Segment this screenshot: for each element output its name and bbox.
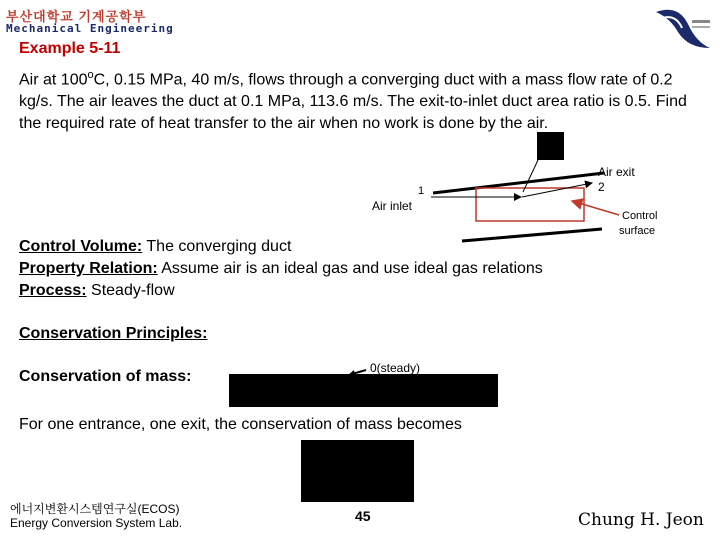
- conservation-principles-label: Conservation Principles:: [19, 325, 208, 342]
- process-label: Process:: [19, 282, 87, 299]
- exit-label: Air exit: [598, 165, 635, 179]
- exit-number: 2: [598, 180, 605, 194]
- pointer-line: [523, 160, 538, 192]
- property-relation-label: Property Relation:: [19, 260, 158, 277]
- control-surface-box: [476, 188, 584, 221]
- inlet-label: Air inlet: [372, 199, 413, 213]
- property-relation-line: [19, 260, 543, 278]
- page-number: 45: [355, 508, 371, 524]
- lab-name-english: Energy Conversion System Lab.: [10, 516, 183, 530]
- problem-text-pre: Air at 100: [19, 71, 88, 89]
- duct-upper-wall: [433, 173, 604, 193]
- control-surface-label-1: Control: [622, 210, 658, 222]
- department-name: Mechanical Engineering: [6, 22, 174, 35]
- degree-superscript: o: [87, 69, 94, 81]
- control-surface-label-2: surface: [619, 225, 656, 237]
- steady-arrow-icon: [340, 362, 370, 382]
- control-volume-text: The converging duct: [142, 238, 292, 255]
- lab-name-korean: 에너지변환시스템연구실(ECOS): [10, 502, 180, 516]
- exit-arrow: [522, 183, 592, 197]
- inlet-number: 1: [418, 185, 425, 197]
- redacted-block: [537, 132, 564, 160]
- one-entrance-one-exit-text: For one entrance, one exit, the conservation of mass becomes: [19, 416, 462, 433]
- conservation-principles-heading: [19, 325, 208, 343]
- process-line: [19, 282, 175, 300]
- conservation-of-mass-label: Conservation of mass:: [19, 368, 192, 385]
- process-text: Steady-flow: [86, 282, 175, 299]
- duct-lower-wall: [462, 229, 602, 241]
- mass-balance-equation-block: [301, 440, 414, 502]
- steady-note: 0(steady): [370, 361, 421, 375]
- university-name: 부산대학교 기계공학부: [6, 9, 147, 24]
- problem-text-post: C, 0.15 MPa, 40 m/s, flows through a converging duct with a mass flow rate of 0.2 kg/s. The air leaves the duct at 0.1 MPa, 113.6 m/s. The exit-to-inlet duct area ratio is 0.5. Find the required rate of heat transfer to the air when no work is done by the air.: [19, 71, 687, 133]
- author-name: Chung H. Jeon: [578, 510, 704, 530]
- control-volume-line: [19, 238, 291, 256]
- control-surface-pointer: [572, 201, 619, 215]
- control-volume-label: Control Volume:: [19, 238, 143, 255]
- property-relation-text: Assume air is an ideal gas and use ideal gas relations: [157, 260, 543, 277]
- example-title: Example 5-11: [19, 40, 121, 57]
- duct-diagram: [0, 0, 720, 250]
